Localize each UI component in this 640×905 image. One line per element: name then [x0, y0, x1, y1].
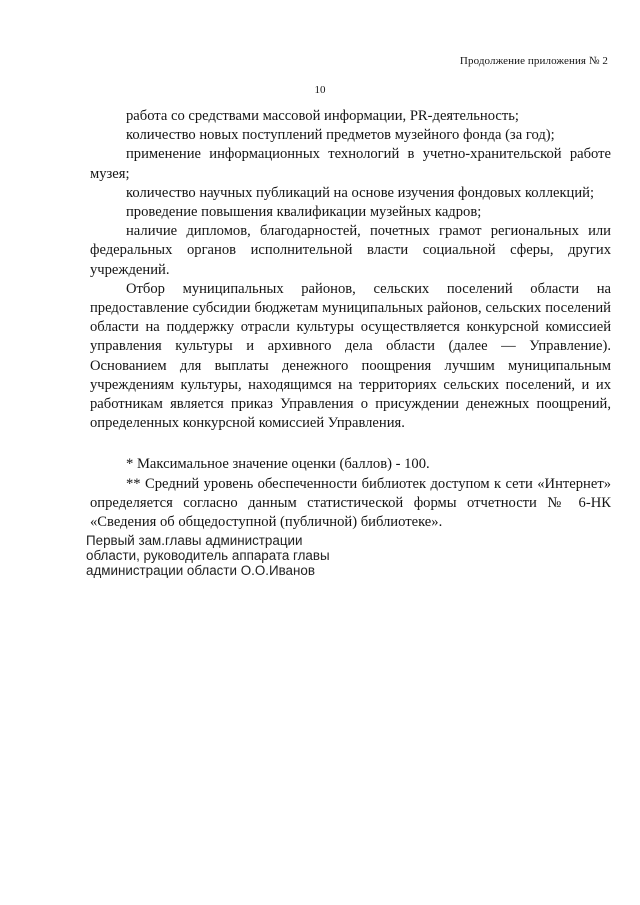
- appendix-continuation-note: Продолжение приложения № 2: [459, 55, 608, 67]
- signature-block: [86, 533, 330, 578]
- signature-line: Первый зам.главы администрации: [86, 533, 303, 548]
- footnote-max-score: * Максимальное значение оценки (баллов) - 100.: [126, 456, 430, 473]
- selection-procedure-paragraph: Отбор муниципальных районов, сельских поселений области на предоставление субсидии бюджетам муниципальных районов, сельских поселений области на поддержку отрасли культуры осуществляется конкурсной комиссией управления культуры и архивного дела области (далее — Управление). Основанием для выплаты денежного поощрения лучшим муниципальным учреждениям культуры, находящимся на территориях сельских поселений, и их работникам является приказ Управления о присуждении денежных поощрений, определенных конкурсной комиссией Управления.: [90, 280, 611, 432]
- criterion-staff-training: проведение повышения квалификации музейных кадров;: [126, 204, 482, 221]
- criterion-information-technologies: применение информационных технологий в учетно-хранительской работе музея;: [90, 146, 611, 182]
- signature-line: администрации области О.О.Иванов: [86, 563, 315, 578]
- criterion-media-work: работа со средствами массовой информации, PR-деятельность;: [126, 108, 519, 124]
- criterion-scientific-publications: количество научных публикаций на основе изучения фондовых коллекций;: [126, 184, 595, 201]
- footnote-internet-access: ** Средний уровень обеспеченности библиотек доступом к сети «Интернет» определяется согласно данным статистической формы отчетности № 6-НК «Сведения об общедоступной (публичной) библиотеке».: [90, 475, 611, 531]
- criterion-new-acquisitions: количество новых поступлений предметов музейного фонда (за год);: [126, 127, 555, 144]
- signature-line: области, руководитель аппарата главы: [86, 548, 330, 563]
- footnotes: [90, 455, 611, 532]
- body-text: [90, 107, 611, 532]
- page-number: 10: [314, 84, 326, 96]
- criterion-awards: наличие дипломов, благодарностей, почетных грамот региональных или федеральных органов исполнительной власти социальной сферы, других учреждений.: [90, 223, 611, 278]
